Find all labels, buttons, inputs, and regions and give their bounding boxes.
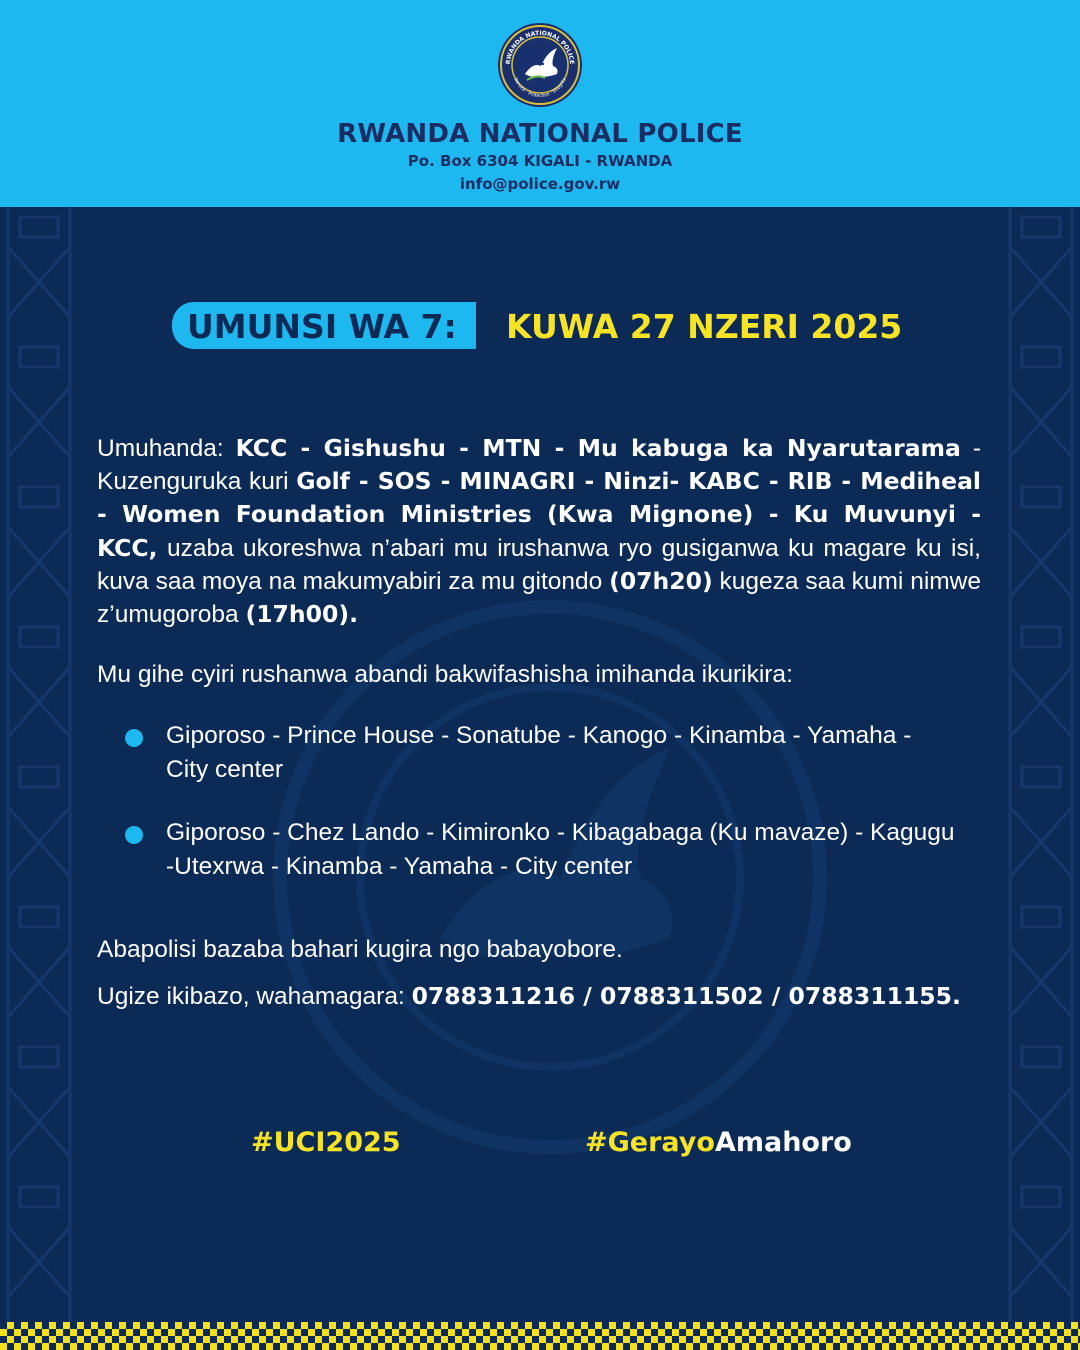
alternative-route-2-line-2: -Utexrwa - Kinamba - Yamaha - City center [166, 853, 633, 880]
end-time: (17h00). [245, 600, 358, 629]
start-time: (07h20) [609, 566, 713, 595]
alternative-route-1-line-1: Giporoso - Prince House - Sonatube - Kanogo - Kinamba - Yamaha - [166, 722, 912, 749]
route-usage-text: uzaba ukoreshwa n’abari mu irushanwa ryo gusiganwa ku magare ku isi, kuva saa moya na makumyabiri za mu gitondo [97, 534, 981, 595]
route-loop-segment: Golf - SOS - MINAGRI - Ninzi- KABC - RIB - Mediheal - Women Foundation Ministries (Kwa Mignone) - Ku Muvunyi - KCC, [97, 467, 981, 562]
phone-numbers: 0788311216 / 0788311502 / 0788311155. [411, 982, 961, 1010]
hashtag-uci2025: #UCI2025 [251, 1127, 401, 1158]
route-main-segment: KCC - Gishushu - MTN - Mu kabuga ka Nyarutarama [235, 434, 961, 462]
route-intro: Umuhanda: [97, 435, 236, 462]
hashtag-part-gerayo: #Gerayo [585, 1127, 715, 1158]
left-border-pattern [0, 207, 78, 1322]
route-description [97, 432, 981, 631]
police-note: Abapolisi bazaba bahari kugira ngo babayobore. [97, 936, 623, 963]
day-label: UMUNSI WA 7: [187, 307, 457, 346]
bullet-icon [125, 826, 143, 844]
date-label: KUWA 27 NZERI 2025 [506, 307, 903, 346]
checkered-footer-strip [0, 1322, 1080, 1350]
org-address: Po. Box 6304 KIGALI - RWANDA [407, 152, 673, 170]
contact-line [97, 982, 961, 1011]
header-banner [0, 0, 1080, 207]
main-panel [0, 207, 1080, 1322]
route-until-text: kugeza saa kumi nimwe z’umugoroba [97, 567, 981, 629]
right-border-pattern [1002, 207, 1080, 1322]
svg-text:RWANDA NATIONAL POLICE: RWANDA NATIONAL POLICE [504, 29, 576, 65]
police-logo [497, 22, 583, 108]
svg-text:Service · Protection · Integri: Service · Protection · Integrity [512, 77, 568, 100]
alternative-route-1-line-2: City center [166, 756, 284, 783]
alternatives-intro: Mu gihe cyiri rushanwa abandi bakwifashisha imihanda ikurikira: [97, 661, 793, 688]
route-connector: - Kuzenguruka kuri [97, 435, 981, 496]
bullet-icon [125, 729, 143, 747]
org-email: info@police.gov.rw [459, 175, 621, 193]
alternative-route-2-line-1: Giporoso - Chez Lando - Kimironko - Kibagabaga (Ku mavaze) - Kagugu [166, 819, 955, 846]
org-name: RWANDA NATIONAL POLICE [337, 119, 743, 149]
hashtag-gerayo-amahoro [585, 1127, 852, 1158]
hashtag-part-amahoro: Amahoro [714, 1127, 852, 1158]
contact-prefix: Ugize ikibazo, wahamagara: [97, 983, 412, 1010]
